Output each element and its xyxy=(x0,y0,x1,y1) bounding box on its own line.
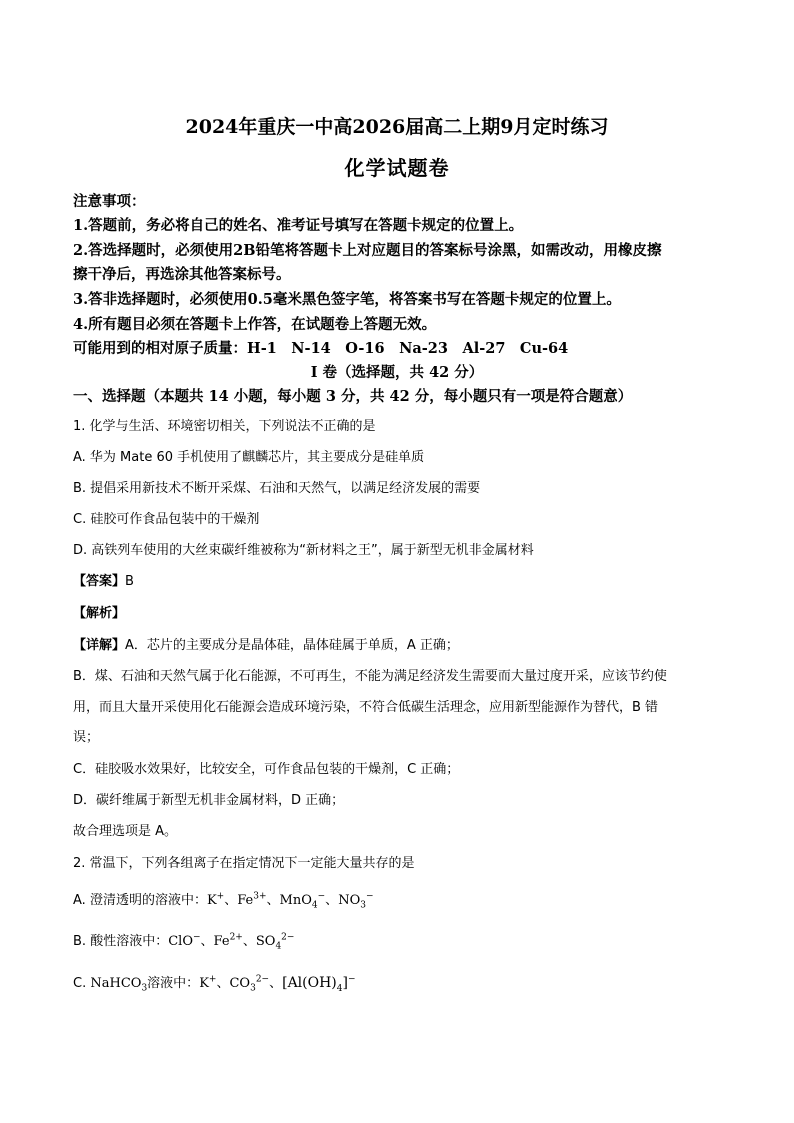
notice-item: 3.答非选择题时，必须使用0.5毫米黑色签字笔，将答案书写在答题卡规定的位置上。 xyxy=(73,291,621,308)
question-2-option-a: A. 澄清透明的溶液中：K+、$Fe^{3+}$、MnO$_4$−、$NO_3^-$ xyxy=(73,891,374,911)
page-subtitle: 化学试题卷 xyxy=(344,156,450,180)
ion-formula: K+ xyxy=(199,974,217,991)
notice-item: 2.答选择题时，必须使用2B铅笔将答题卡上对应题目的答案标号涂黑，如需改动，用橡皮擦 xyxy=(73,242,662,259)
option-label: B. xyxy=(73,934,87,949)
atomic-masses: 可能用到的相对原子质量：H-1 N-14 O-16 Na-23 Al-27 Cu-64 xyxy=(73,340,569,357)
question-2-stem: 2. 常温下，下列各组离子在指定情况下一定能大量共存的是 xyxy=(73,856,415,871)
question-1-option-c: C. 硅胶可作食品包装中的干燥剂 xyxy=(73,512,260,527)
salt-formula: NaHCO$_3$ xyxy=(90,976,148,994)
notice-heading: 注意事项： xyxy=(73,193,146,210)
detail-line: D．碳纤维属于新型无机非金属材料，D 正确； xyxy=(73,793,345,808)
page-title: 2024年重庆一中高2026届高二上期9月定时练习 xyxy=(185,116,609,138)
question-1-option-b: B. 提倡采用新技术不断开采煤、石油和天然气，以满足经济发展的需要 xyxy=(73,481,481,496)
option-label: A. xyxy=(73,893,86,908)
detail-line: 故合理选项是 A。 xyxy=(73,824,178,839)
ion-formula: $[Al(OH)_4]^-$ xyxy=(282,974,356,994)
option-condition: 溶液中： xyxy=(147,976,200,991)
detail-line: C．硅胶吸水效果好，比较安全，可作食品包装的干燥剂，C 正确； xyxy=(73,762,460,777)
question-1-stem: 1. 化学与生活、环境密切相关，下列说法不正确的是 xyxy=(73,419,376,434)
ion-formula: $Fe^{2+}$ xyxy=(213,932,243,949)
answer-value: B xyxy=(125,574,134,589)
detail-text: A．芯片的主要成分是晶体硅，晶体硅属于单质，A 正确； xyxy=(125,638,459,653)
notice-item: 擦干净后，再选涂其他答案标号。 xyxy=(73,266,291,283)
ion-formula: $Fe^{3+}$ xyxy=(237,891,267,908)
detail-line: 误； xyxy=(73,730,100,745)
part-title: I 卷（选择题，共 42 分） xyxy=(310,364,484,381)
answer-line xyxy=(73,570,134,589)
ion-formula: $CO_3^{2-}$ xyxy=(229,974,270,994)
ion-formula: $SO_4^{2-}$ xyxy=(255,932,295,952)
question-2-option-b: B. 酸性溶液中：ClO−、$Fe^{2+}$、$SO_4^{2-}$ xyxy=(73,932,295,952)
detail-line xyxy=(73,634,459,653)
ion-formula: $NO_3^-$ xyxy=(338,891,374,911)
question-2-option-c: C. NaHCO$_3$溶液中：K+、$CO_3^{2-}$、$[Al(OH)_4]^-$ xyxy=(73,974,356,994)
section-heading: 一、选择题（本题共 14 小题，每小题 3 分，共 42 分，每小题只有一项是符合题意） xyxy=(73,388,633,405)
ion-formula: MnO$_4$− xyxy=(279,891,326,911)
question-1-option-a: A. 华为 Mate 60 手机使用了麒麟芯片，其主要成分是硅单质 xyxy=(73,450,425,465)
notice-item: 4.所有题目必须在答题卡上作答，在试题卷上答题无效。 xyxy=(73,316,437,333)
option-label: C. xyxy=(73,976,87,991)
question-1-option-d: D. 高铁列车使用的大丝束碳纤维被称为“新材料之王”，属于新型无机非金属材料 xyxy=(73,543,534,558)
detail-line: B．煤、石油和天然气属于化石能源，不可再生，不能为满足经济发生需要而大量过度开采，应该节约使 xyxy=(73,669,667,684)
ion-formula: ClO− xyxy=(168,932,201,949)
answer-label: 【答案】 xyxy=(73,574,126,589)
analysis-label: 【解析】 xyxy=(73,606,126,621)
detail-line: 用，而且大量开采使用化石能源会造成环境污染，不符合低碳生活理念，应用新型能源作为替代，B 错 xyxy=(73,700,659,715)
option-condition: 酸性溶液中： xyxy=(90,934,169,949)
option-condition: 澄清透明的溶液中： xyxy=(89,893,207,908)
notice-item: 1.答题前，务必将自己的姓名、准考证号填写在答题卡规定的位置上。 xyxy=(73,217,524,234)
detail-label: 【详解】 xyxy=(73,638,126,653)
ion-formula: K+ xyxy=(206,891,225,908)
